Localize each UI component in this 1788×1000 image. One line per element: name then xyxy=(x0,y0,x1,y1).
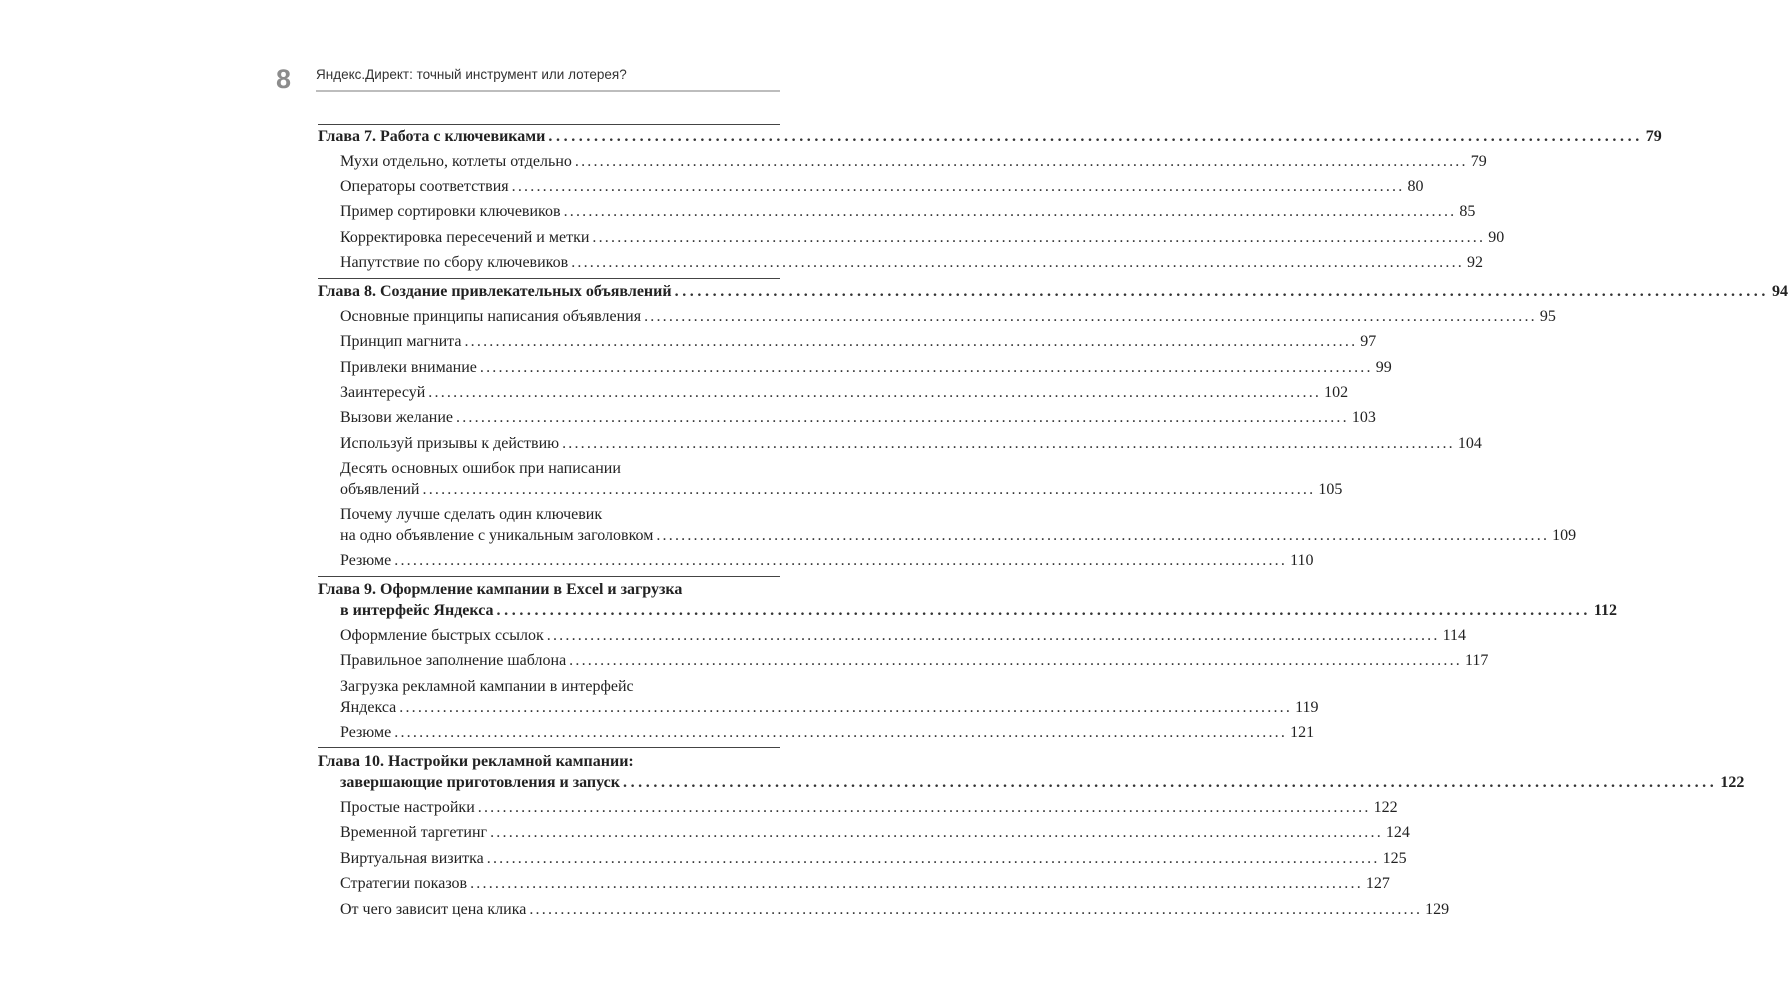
dot-leader: ................................................................................................................................................ xyxy=(477,799,1371,816)
header-divider xyxy=(316,90,780,92)
page-ref: 80 xyxy=(1407,178,1424,195)
entry-title: Напутствие по сбору ключевиков xyxy=(340,254,569,271)
dot-leader: ................................................................................................................................................ xyxy=(464,333,1358,350)
chapter-title: Глава 9. Оформление кампании в Excel и загрузка xyxy=(318,581,683,598)
dot-leader: ................................................................................................................................................ xyxy=(571,254,1464,271)
dot-leader: ................................................................................................................................................ xyxy=(644,308,1537,325)
chapter-title-continued: в интерфейс Яндекса xyxy=(340,602,494,619)
page-ref: 102 xyxy=(1324,384,1349,401)
dot-leader: ................................................................................................................................................ xyxy=(394,552,1288,569)
page-ref: 112 xyxy=(1593,602,1618,619)
entry-title: Загрузка рекламной кампании в интерфейс xyxy=(340,678,634,695)
page-ref: 105 xyxy=(1318,481,1343,498)
entry-title: Используй призывы к действию xyxy=(340,435,560,452)
dot-leader: ................................................................................................................................................ xyxy=(486,850,1380,867)
toc-entry[interactable] xyxy=(340,331,1377,352)
chapter-title-continued: завершающие приготовления и запуск xyxy=(340,774,620,791)
dot-leader: ................................................................................................................................................ xyxy=(511,178,1405,195)
entry-title: Мухи отдельно, котлеты отдельно xyxy=(340,153,572,170)
dot-leader: ................................................................................................................................................ xyxy=(546,627,1440,644)
entry-title: Пример сортировки ключевиков xyxy=(340,203,561,220)
toc-entry[interactable] xyxy=(340,357,1392,378)
entry-title-continued: на одно объявление с уникальным заголовком xyxy=(340,527,654,544)
toc-entry[interactable] xyxy=(340,873,1390,894)
entry-title: Вызови желание xyxy=(340,409,454,426)
dot-leader: ................................................................................................................................................ xyxy=(548,128,1643,145)
entry-title: Простые настройки xyxy=(340,799,475,816)
entry-title-continued: объявлений xyxy=(340,481,420,498)
toc-chapter-9[interactable] xyxy=(318,579,1618,621)
entry-title: Виртуальная визитка xyxy=(340,850,484,867)
page-number: 8 xyxy=(276,64,292,94)
entry-title: Оформление быстрых ссылок xyxy=(340,627,544,644)
toc-entry[interactable] xyxy=(340,201,1476,222)
toc-entry[interactable] xyxy=(340,676,1319,718)
toc-entry[interactable] xyxy=(340,625,1466,646)
page-ref: 124 xyxy=(1385,824,1410,841)
entry-title: Принцип магнита xyxy=(340,333,462,350)
chapter-title: Глава 8. Создание привлекательных объявлений xyxy=(318,283,672,300)
chapter-divider xyxy=(318,124,780,125)
entry-title: Операторы соответствия xyxy=(340,178,509,195)
page-ref: 90 xyxy=(1488,229,1505,246)
toc-chapter-8[interactable] xyxy=(318,281,1788,302)
page-ref: 129 xyxy=(1425,901,1450,918)
toc-entry[interactable] xyxy=(340,252,1483,273)
entry-title-continued: Яндекса xyxy=(340,699,397,716)
dot-leader: ................................................................................................................................................ xyxy=(529,901,1423,918)
page-ref: 99 xyxy=(1375,359,1392,376)
toc-entry[interactable] xyxy=(340,433,1482,454)
entry-title: От чего зависит цена клика xyxy=(340,901,527,918)
page-ref: 103 xyxy=(1351,409,1376,426)
chapter-divider xyxy=(318,278,780,279)
entry-title: Основные принципы написания объявления xyxy=(340,308,642,325)
page-ref: 122 xyxy=(1720,774,1745,791)
page-ref: 104 xyxy=(1457,435,1482,452)
page-ref: 92 xyxy=(1467,254,1483,271)
dot-leader: ................................................................................................................................................ xyxy=(422,481,1316,498)
toc-entry[interactable] xyxy=(340,797,1398,818)
dot-leader: ................................................................................................................................................ xyxy=(428,384,1322,401)
page-ref: 109 xyxy=(1552,527,1577,544)
toc-entry[interactable] xyxy=(340,151,1487,172)
dot-leader: ................................................................................................................................................ xyxy=(470,875,1363,892)
entry-title: Стратегии показов xyxy=(340,875,468,892)
dot-leader: ................................................................................................................................................ xyxy=(656,527,1550,544)
chapter-divider xyxy=(318,576,780,577)
chapter-divider xyxy=(318,747,780,748)
toc-chapter-7[interactable] xyxy=(318,126,1662,147)
toc-entry[interactable] xyxy=(340,650,1489,671)
dot-leader: ................................................................................................................................................ xyxy=(456,409,1349,426)
toc-entry[interactable] xyxy=(340,176,1424,197)
chapter-title: Глава 10. Настройки рекламной кампании: xyxy=(318,753,634,770)
dot-leader: ................................................................................................................................................ xyxy=(574,153,1468,170)
toc-entry[interactable] xyxy=(340,306,1556,327)
toc-entry[interactable] xyxy=(340,407,1376,428)
page-ref: 97 xyxy=(1360,333,1377,350)
running-title: Яндекс.Директ: точный инструмент или лотерея? xyxy=(316,67,627,82)
page-ref: 119 xyxy=(1295,699,1319,716)
entry-title: Корректировка пересечений и метки xyxy=(340,229,590,246)
dot-leader: ................................................................................................................................................ xyxy=(399,699,1293,716)
dot-leader: ................................................................................................................................................ xyxy=(562,435,1455,452)
entry-title: Резюме xyxy=(340,724,392,741)
page-ref: 95 xyxy=(1539,308,1556,325)
page-ref: 110 xyxy=(1290,552,1314,569)
toc-entry[interactable] xyxy=(340,822,1410,843)
toc-entry[interactable] xyxy=(340,227,1505,248)
dot-leader: ................................................................................................................................................ xyxy=(479,359,1373,376)
dot-leader: ................................................................................................................................................ xyxy=(569,652,1462,669)
entry-title: Резюме xyxy=(340,552,392,569)
toc-entry[interactable] xyxy=(340,458,1343,500)
toc-entry[interactable] xyxy=(340,848,1407,869)
page-ref: 127 xyxy=(1365,875,1390,892)
entry-title: Привлеки внимание xyxy=(340,359,477,376)
toc-entry[interactable] xyxy=(340,504,1577,546)
page-ref: 121 xyxy=(1290,724,1315,741)
page-ref: 114 xyxy=(1442,627,1466,644)
page-ref: 85 xyxy=(1459,203,1476,220)
toc-entry[interactable] xyxy=(340,382,1349,403)
toc-chapter-10[interactable] xyxy=(318,751,1745,793)
dot-leader: ................................................................................................................................................ xyxy=(563,203,1457,220)
page-ref: 117 xyxy=(1464,652,1489,669)
page-ref: 79 xyxy=(1645,128,1662,145)
dot-leader: ................................................................................................................................................ xyxy=(490,824,1383,841)
chapter-title: Глава 7. Работа с ключевиками xyxy=(318,128,546,145)
dot-leader: ................................................................................................................................................ xyxy=(592,229,1486,246)
entry-title: Десять основных ошибок при написании xyxy=(340,460,621,477)
dot-leader: ................................................................................................................................................ xyxy=(496,602,1591,619)
dot-leader: ................................................................................................................................................ xyxy=(394,724,1288,741)
entry-title: Правильное заполнение шаблона xyxy=(340,652,567,669)
toc-entry[interactable] xyxy=(340,722,1315,743)
dot-leader: ................................................................................................................................................ xyxy=(674,283,1769,300)
toc-entry[interactable] xyxy=(340,550,1314,571)
toc-entry[interactable] xyxy=(340,899,1450,920)
entry-title: Почему лучше сделать один ключевик xyxy=(340,506,603,523)
page-ref: 125 xyxy=(1382,850,1407,867)
entry-title: Временной таргетинг xyxy=(340,824,488,841)
entry-title: Заинтересуй xyxy=(340,384,426,401)
page-ref: 122 xyxy=(1373,799,1398,816)
page-ref: 94 xyxy=(1772,283,1788,300)
page-ref: 79 xyxy=(1470,153,1487,170)
dot-leader: ................................................................................................................................................ xyxy=(622,774,1718,791)
